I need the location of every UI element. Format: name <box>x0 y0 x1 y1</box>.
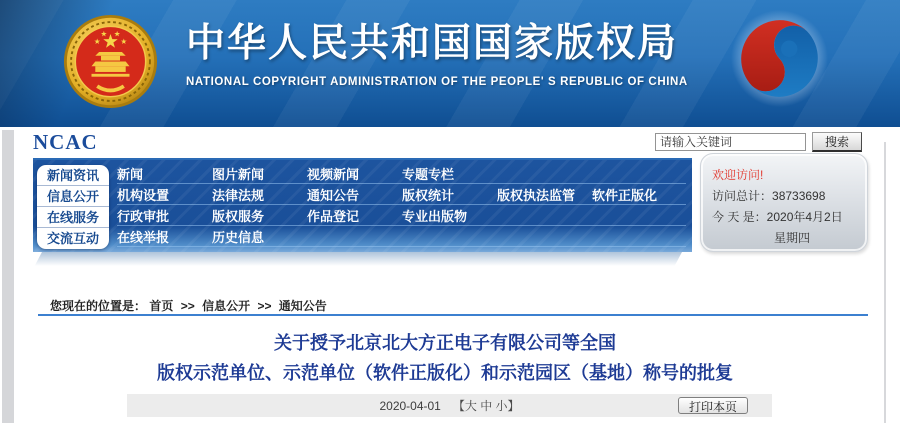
today-label: 今 天 是： <box>712 210 767 224</box>
breadcrumb-home[interactable]: 首页 <box>149 299 174 313</box>
search-input[interactable] <box>655 133 806 151</box>
site-title: 中华人民共和国国家版权局 <box>186 22 679 65</box>
nav-item-copyright-services[interactable]: 版权服务 <box>212 208 265 224</box>
nav-item-photo-news[interactable]: 图片新闻 <box>212 166 265 182</box>
nav-item-history-info[interactable]: 历史信息 <box>212 229 265 245</box>
sidebar-tab-news-info[interactable]: 新闻资讯 <box>37 165 109 186</box>
nav-item-organization[interactable]: 机构设置 <box>117 187 170 203</box>
today-value: 2020年4月2日 <box>766 210 843 224</box>
menu-row <box>117 205 686 226</box>
page-edge-right <box>884 142 886 423</box>
breadcrumb-rule <box>38 314 868 316</box>
nav-shadow <box>35 252 682 266</box>
welcome-text: 欢迎访问! <box>712 168 764 182</box>
nav-item-work-registration[interactable]: 作品登记 <box>307 208 360 224</box>
sidebar-tab-interaction[interactable]: 交流互动 <box>46 231 99 246</box>
search-button[interactable]: 搜索 <box>812 132 862 152</box>
menu-row <box>117 163 686 184</box>
print-page-button[interactable]: 打印本页 <box>678 397 748 414</box>
site-header <box>0 0 900 127</box>
nav-item-publications[interactable]: 专业出版物 <box>402 208 468 224</box>
meta-center <box>127 394 772 417</box>
article-date: 2020-04-01 <box>379 398 441 413</box>
breadcrumb <box>50 297 327 314</box>
nav-item-notices[interactable]: 通知公告 <box>307 187 360 203</box>
breadcrumb-prefix: 您现在的位置是： <box>50 299 147 313</box>
visit-count-line <box>712 186 867 207</box>
nav-item-enforcement[interactable]: 版权执法监管 <box>497 187 576 203</box>
nav-item-software-legalization[interactable]: 软件正版化 <box>592 187 658 203</box>
article-title-line1: 关于授予北京北大方正电子有限公司等全国 <box>274 333 616 353</box>
visitor-panel <box>700 153 868 252</box>
article-title-line2: 版权示范单位、示范单位（软件正版化）和示范园区（基地）称号的批复 <box>157 363 733 383</box>
nav-item-special-topics[interactable]: 专题专栏 <box>402 166 455 182</box>
article-meta-bar <box>127 394 772 417</box>
side-tabs <box>37 165 109 249</box>
visit-count-label: 访问总计： <box>712 189 773 203</box>
breadcrumb-separator: >> <box>180 299 195 313</box>
nav-item-online-report[interactable]: 在线举报 <box>117 229 170 245</box>
article-title <box>110 328 780 388</box>
font-size-switcher[interactable]: 【大 中 小】 <box>452 399 520 413</box>
nav-item-statistics[interactable]: 版权统计 <box>402 187 455 203</box>
china-national-emblem-icon <box>63 12 158 111</box>
sidebar-tab-online-services[interactable]: 在线服务 <box>37 207 109 228</box>
menu-rows <box>117 160 692 247</box>
site-subtitle: NATIONAL COPYRIGHT ADMINISTRATION OF THE PEOPLE' S REPUBLIC OF CHINA <box>186 76 688 88</box>
main-nav <box>33 158 692 252</box>
sidebar-tab-info-disclosure[interactable]: 信息公开 <box>37 186 109 207</box>
nav-item-laws[interactable]: 法律法规 <box>212 187 265 203</box>
page-edge-left <box>2 130 14 423</box>
ncac-wordmark: NCAC <box>33 130 98 154</box>
breadcrumb-info-disclosure[interactable]: 信息公开 <box>202 299 251 313</box>
menu-row <box>117 226 686 247</box>
nav-item-news[interactable]: 新闻 <box>117 166 144 182</box>
weekday: 星期四 <box>774 231 811 245</box>
ncac-swirl-logo-icon <box>731 10 828 107</box>
menu-row <box>117 184 686 205</box>
nav-item-video-news[interactable]: 视频新闻 <box>307 166 360 182</box>
breadcrumb-separator: >> <box>257 299 272 313</box>
header-titles <box>186 18 688 88</box>
breadcrumb-notices[interactable]: 通知公告 <box>278 299 327 313</box>
visit-count-value: 38733698 <box>772 189 826 203</box>
nav-item-administrative-approval[interactable]: 行政审批 <box>117 208 170 224</box>
today-line <box>712 207 867 228</box>
